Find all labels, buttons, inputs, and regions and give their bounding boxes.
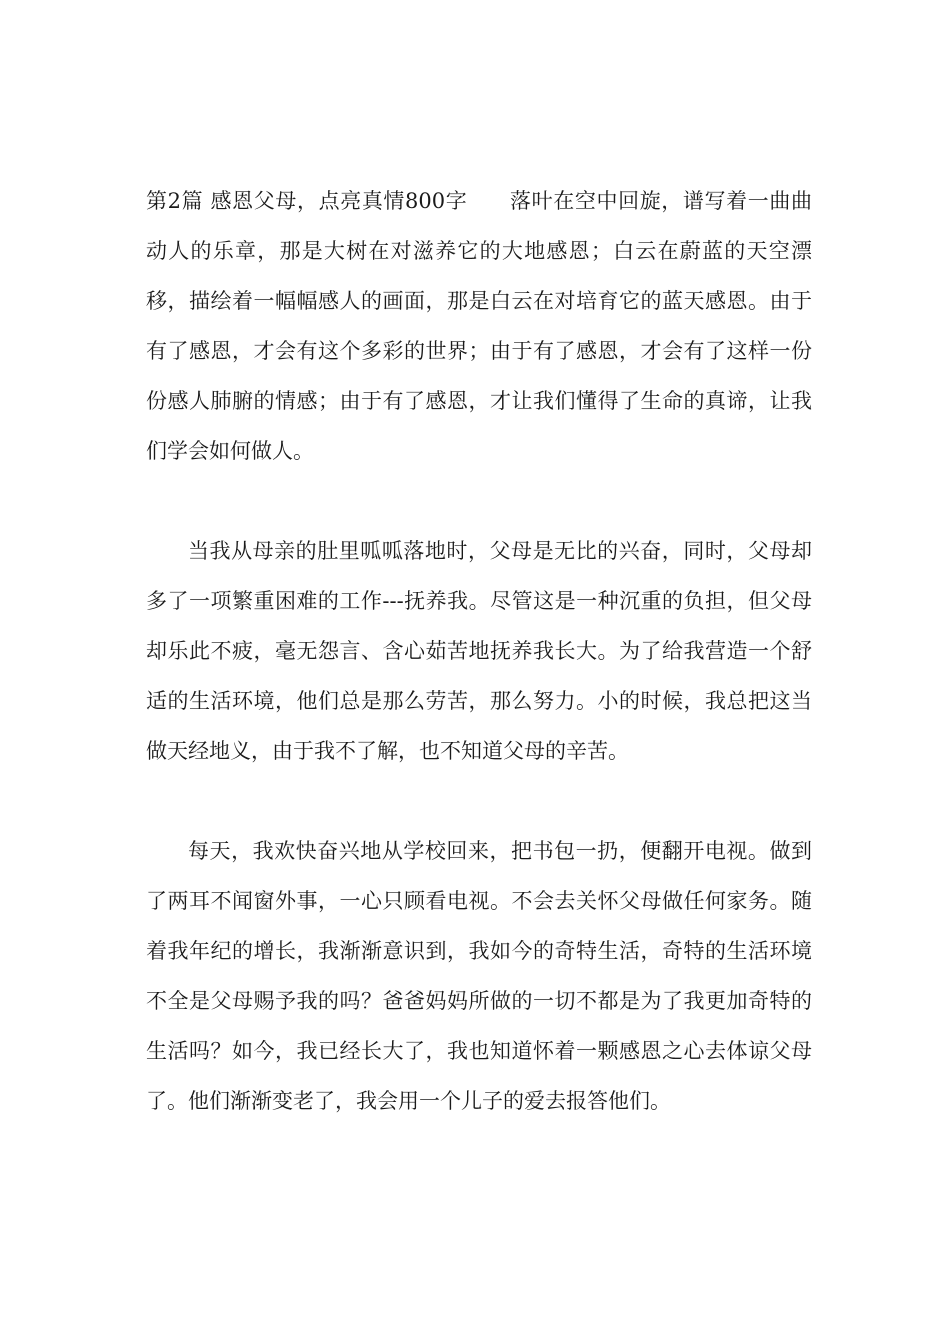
paragraph-childhood: 当我从母亲的肚里呱呱落地时，父母是无比的兴奋，同时，父母却多了一项繁重困难的工作---抚养我。尽管这是一种沉重的负担，但父母却乐此不疲，毫无怨言、含心茹苦地抚养我长大。为了给我营造一个舒适的生活环境，他们总是那么劳苦，那么努力。小的时候，我总把这当做天经地义，由于我不了解，也不知道父母的辛苦。 (146, 539, 812, 763)
paragraph-intro (146, 176, 812, 476)
title-gap (467, 189, 509, 213)
document-title: 第2篇 感恩父母，点亮真情800字 (146, 189, 468, 213)
paragraph-growing-up: 每天，我欢快奋兴地从学校回来，把书包一扔，便翻开电视。做到了两耳不闻窗外事，一心只顾看电视。不会去关怀父母做任何家务。随着我年纪的增长，我渐渐意识到，我如今的奇特生活，奇特的生活环境不全是父母赐予我的吗？爸爸妈妈所做的一切不都是为了我更加奇特的生活吗？如今，我已经长大了，我也知道怀着一颗感恩之心去体谅父母了。他们渐渐变老了，我会用一个儿子的爱去报答他们。 (146, 839, 812, 1113)
paragraph-text: 落叶在空中回旋，谱写着一曲曲动人的乐章，那是大树在对滋养它的大地感恩；白云在蔚蓝的天空漂移，描绘着一幅幅感人的画面，那是白云在对培育它的蓝天感恩。由于有了感恩，才会有这个多彩的世界；由于有了感恩，才会有了这样一份份感人肺腑的情感；由于有了感恩，才让我们懂得了生命的真谛，让我们学会如何做人。 (146, 189, 813, 463)
document-body (146, 176, 812, 1176)
